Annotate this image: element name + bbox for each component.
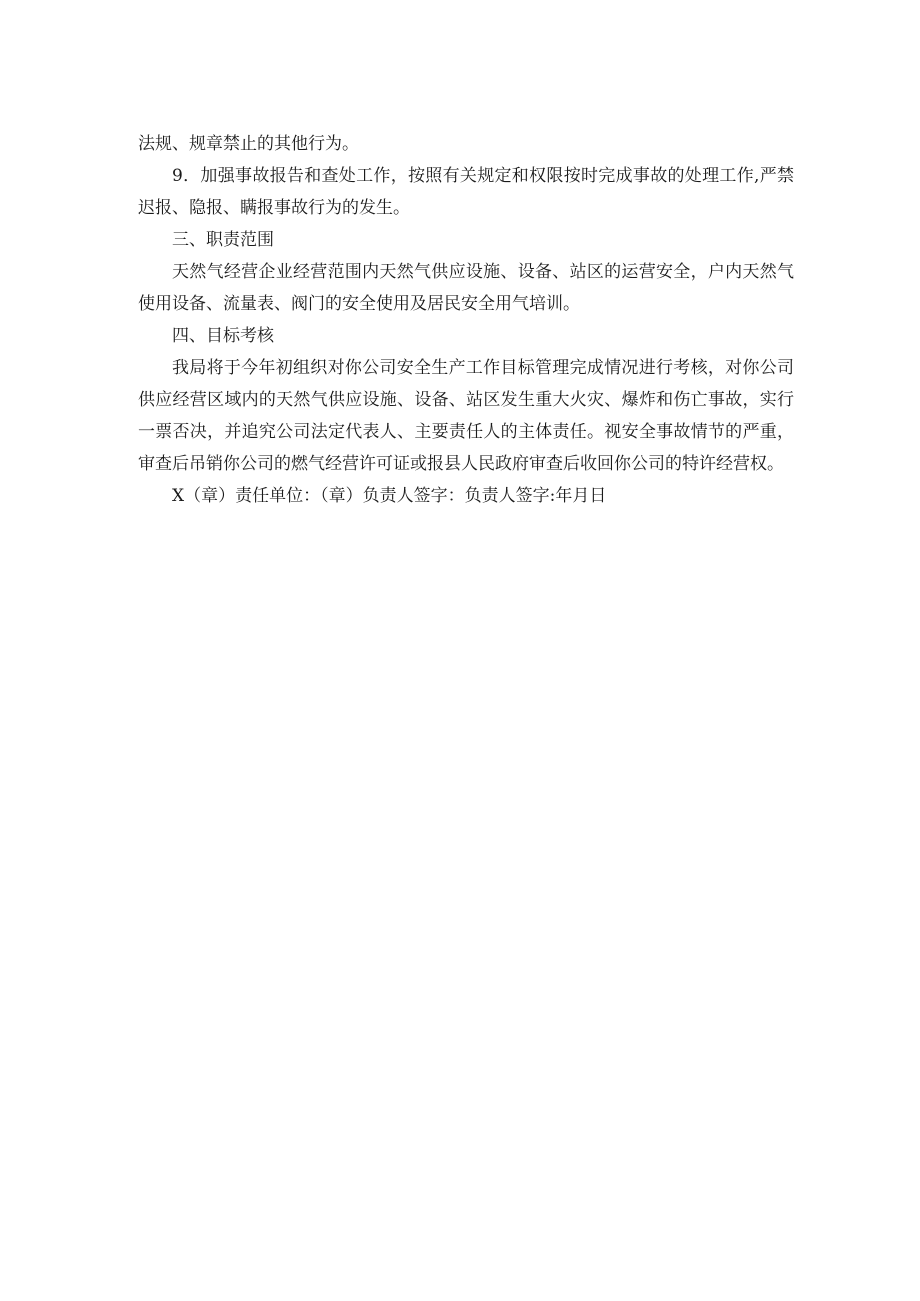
paragraph-item-9: 9．加强事故报告和查处工作，按照有关规定和权限按时完成事故的处理工作,严禁迟报、隐报、瞒报事故行为的发生。	[138, 166, 794, 218]
section-heading-assessment: 四、目标考核	[172, 326, 274, 346]
paragraph-closing-clause: 法规、规章禁止的其他行为。	[138, 134, 359, 154]
signature-line: X（章）责任单位：（章）负责人签字：负责人签字:年月日	[172, 486, 607, 506]
document-body	[138, 128, 794, 512]
paragraph-assessment: 我局将于今年初组织对你公司安全生产工作目标管理完成情况进行考核，对你公司供应经营区域内的天然气供应设施、设备、站区发生重大火灾、爆炸和伤亡事故，实行一票否决，并追究公司法定代表人、主要责任人的主体责任。视安全事故情节的严重，审查后吊销你公司的燃气经营许可证或报县人民政府审查后收回你公司的特许经营权。	[138, 358, 794, 474]
section-heading-scope: 三、职责范围	[172, 230, 274, 250]
paragraph-scope: 天然气经营企业经营范围内天然气供应设施、设备、站区的运营安全，户内天然气使用设备、流量表、阀门的安全使用及居民安全用气培训。	[138, 262, 794, 314]
